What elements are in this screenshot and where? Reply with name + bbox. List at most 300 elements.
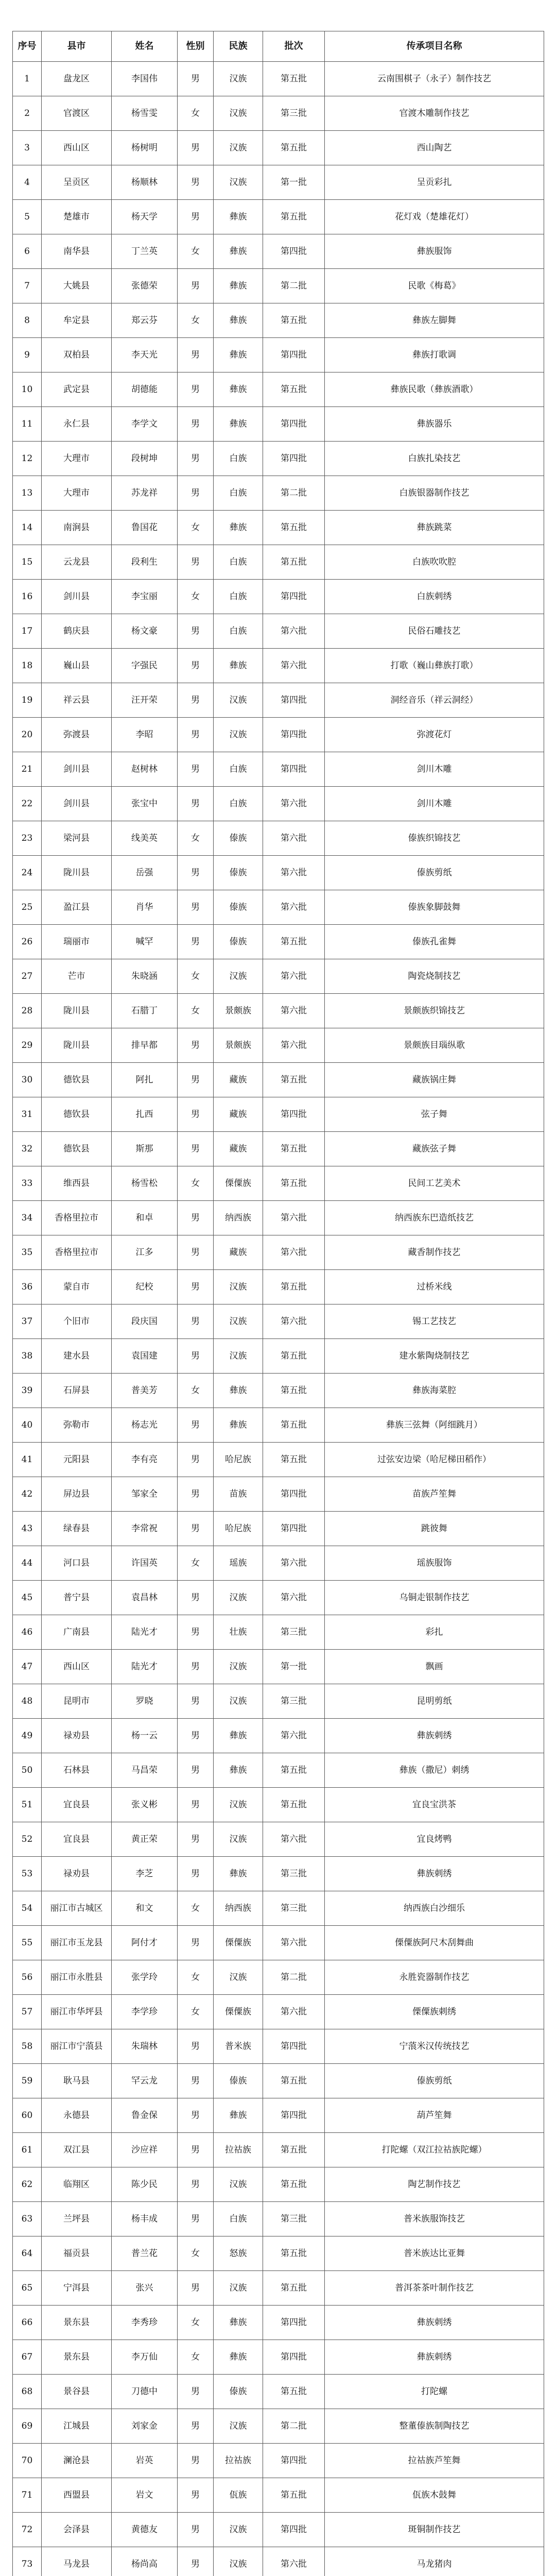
table-row [13, 303, 544, 338]
cell-county: 临翔区 [42, 2167, 112, 2202]
cell-person-name: 和文 [112, 1891, 178, 1926]
cell-row-number: 6 [13, 234, 42, 269]
inheritors-table [12, 31, 544, 2576]
table-row [13, 1615, 544, 1650]
cell-ethnicity: 苗族 [214, 1477, 263, 1512]
cell-batch: 第六批 [263, 994, 325, 1028]
cell-batch: 第五批 [263, 303, 325, 338]
cell-county: 景东县 [42, 2306, 112, 2340]
cell-row-number: 35 [13, 1235, 42, 1270]
cell-row-number: 24 [13, 856, 42, 890]
table-row [13, 1270, 544, 1304]
table-row [13, 2306, 544, 2340]
cell-person-name: 肖华 [112, 890, 178, 925]
cell-batch: 第六批 [263, 1822, 325, 1857]
table-row [13, 2478, 544, 2513]
cell-row-number: 30 [13, 1063, 42, 1097]
table-row [13, 1028, 544, 1063]
cell-county: 西山区 [42, 1650, 112, 1684]
cell-ethnicity: 汉族 [214, 1788, 263, 1822]
cell-ethnicity: 汉族 [214, 96, 263, 131]
cell-batch: 第六批 [263, 1028, 325, 1063]
cell-batch: 第四批 [263, 2098, 325, 2133]
cell-county: 香格里拉市 [42, 1201, 112, 1235]
cell-county: 剑川县 [42, 580, 112, 614]
cell-batch: 第二批 [263, 476, 325, 511]
table-row [13, 1201, 544, 1235]
cell-batch: 第四批 [263, 580, 325, 614]
table-row [13, 614, 544, 649]
cell-gender: 男 [178, 1443, 214, 1477]
cell-person-name: 马昌荣 [112, 1753, 178, 1788]
cell-person-name: 李学珍 [112, 1995, 178, 2029]
cell-batch: 第五批 [263, 2167, 325, 2202]
cell-person-name: 李学文 [112, 407, 178, 442]
table-row [13, 1132, 544, 1166]
cell-batch: 第五批 [263, 545, 325, 580]
cell-county: 丽江市永胜县 [42, 1960, 112, 1995]
cell-person-name: 黄正荣 [112, 1822, 178, 1857]
cell-project-name: 民歌《梅葛》 [325, 269, 544, 303]
cell-project-name: 傣族剪纸 [325, 2064, 544, 2098]
cell-person-name: 张兴 [112, 2271, 178, 2306]
cell-county: 丽江市玉龙县 [42, 1926, 112, 1960]
cell-ethnicity: 汉族 [214, 683, 263, 718]
table-row [13, 1063, 544, 1097]
cell-project-name: 洞经音乐（祥云洞经） [325, 683, 544, 718]
table-row [13, 131, 544, 165]
table-row [13, 1926, 544, 1960]
cell-project-name: 彝族跳菜 [325, 511, 544, 545]
cell-ethnicity: 景颇族 [214, 994, 263, 1028]
cell-person-name: 胡德能 [112, 372, 178, 407]
table-row [13, 1546, 544, 1581]
cell-row-number: 64 [13, 2236, 42, 2271]
cell-batch: 第五批 [263, 1374, 325, 1408]
cell-ethnicity: 白族 [214, 752, 263, 787]
cell-ethnicity: 彝族 [214, 1753, 263, 1788]
cell-person-name: 普兰花 [112, 2236, 178, 2271]
cell-county: 景东县 [42, 2340, 112, 2375]
cell-project-name: 过弦安边梁（哈尼梯田稻作） [325, 1443, 544, 1477]
cell-ethnicity: 彝族 [214, 1857, 263, 1891]
cell-ethnicity: 傣族 [214, 2375, 263, 2409]
cell-county: 大理市 [42, 476, 112, 511]
cell-row-number: 49 [13, 1719, 42, 1753]
cell-county: 牟定县 [42, 303, 112, 338]
cell-project-name: 民俗石雕技艺 [325, 614, 544, 649]
cell-batch: 第六批 [263, 1304, 325, 1339]
cell-person-name: 纪校 [112, 1270, 178, 1304]
cell-batch: 第三批 [263, 1615, 325, 1650]
cell-batch: 第五批 [263, 2271, 325, 2306]
cell-ethnicity: 彝族 [214, 511, 263, 545]
cell-project-name: 普米族达比亚舞 [325, 2236, 544, 2271]
cell-row-number: 72 [13, 2513, 42, 2547]
cell-row-number: 39 [13, 1374, 42, 1408]
cell-ethnicity: 汉族 [214, 1270, 263, 1304]
cell-row-number: 8 [13, 303, 42, 338]
cell-ethnicity: 白族 [214, 545, 263, 580]
cell-county: 蒙自市 [42, 1270, 112, 1304]
table-row [13, 821, 544, 856]
cell-gender: 男 [178, 2202, 214, 2236]
cell-batch: 第四批 [263, 2444, 325, 2478]
cell-gender: 男 [178, 925, 214, 959]
cell-person-name: 鲁国花 [112, 511, 178, 545]
cell-row-number: 10 [13, 372, 42, 407]
cell-county: 大理市 [42, 442, 112, 476]
cell-gender: 女 [178, 1546, 214, 1581]
cell-row-number: 27 [13, 959, 42, 994]
cell-batch: 第五批 [263, 1753, 325, 1788]
cell-person-name: 李芝 [112, 1857, 178, 1891]
cell-batch: 第五批 [263, 1063, 325, 1097]
table-row [13, 1304, 544, 1339]
cell-county: 德钦县 [42, 1097, 112, 1132]
cell-batch: 第五批 [263, 1408, 325, 1443]
cell-person-name: 刘家金 [112, 2409, 178, 2444]
cell-county: 陇川县 [42, 1028, 112, 1063]
cell-person-name: 李昭 [112, 718, 178, 752]
cell-ethnicity: 景颇族 [214, 1028, 263, 1063]
cell-person-name: 袁昌林 [112, 1581, 178, 1615]
cell-ethnicity: 傣族 [214, 890, 263, 925]
cell-county: 楚雄市 [42, 200, 112, 234]
cell-project-name: 跳彼舞 [325, 1512, 544, 1546]
cell-row-number: 26 [13, 925, 42, 959]
cell-project-name: 锡工艺技艺 [325, 1304, 544, 1339]
cell-ethnicity: 汉族 [214, 131, 263, 165]
cell-person-name: 罕云龙 [112, 2064, 178, 2098]
cell-batch: 第三批 [263, 2202, 325, 2236]
cell-batch: 第四批 [263, 2306, 325, 2340]
cell-person-name: 段利生 [112, 545, 178, 580]
cell-ethnicity: 佤族 [214, 2478, 263, 2513]
cell-ethnicity: 汉族 [214, 2271, 263, 2306]
cell-project-name: 白族吹吹腔 [325, 545, 544, 580]
cell-batch: 第四批 [263, 1512, 325, 1546]
cell-gender: 女 [178, 511, 214, 545]
table-row [13, 1477, 544, 1512]
cell-county: 剑川县 [42, 787, 112, 821]
cell-gender: 男 [178, 2513, 214, 2547]
cell-project-name: 弦子舞 [325, 1097, 544, 1132]
table-row [13, 580, 544, 614]
cell-batch: 第五批 [263, 1443, 325, 1477]
cell-person-name: 岳强 [112, 856, 178, 890]
table-row [13, 718, 544, 752]
table-row [13, 165, 544, 200]
cell-project-name: 整董傣族制陶技艺 [325, 2409, 544, 2444]
cell-row-number: 29 [13, 1028, 42, 1063]
cell-row-number: 33 [13, 1166, 42, 1201]
cell-gender: 女 [178, 1891, 214, 1926]
cell-row-number: 3 [13, 131, 42, 165]
cell-batch: 第六批 [263, 614, 325, 649]
cell-gender: 男 [178, 372, 214, 407]
table-row [13, 994, 544, 1028]
cell-gender: 男 [178, 1201, 214, 1235]
cell-project-name: 斑铜制作技艺 [325, 2513, 544, 2547]
cell-person-name: 杨丰成 [112, 2202, 178, 2236]
cell-ethnicity: 汉族 [214, 959, 263, 994]
table-row [13, 1339, 544, 1374]
cell-batch: 第五批 [263, 511, 325, 545]
cell-project-name: 西山陶艺 [325, 131, 544, 165]
cell-person-name: 段树坤 [112, 442, 178, 476]
cell-row-number: 57 [13, 1995, 42, 2029]
cell-gender: 男 [178, 890, 214, 925]
cell-person-name: 张义彬 [112, 1788, 178, 1822]
cell-gender: 女 [178, 1960, 214, 1995]
cell-gender: 男 [178, 269, 214, 303]
cell-project-name: 普米族服饰技艺 [325, 2202, 544, 2236]
cell-county: 元阳县 [42, 1443, 112, 1477]
cell-batch: 第二批 [263, 2409, 325, 2444]
cell-batch: 第四批 [263, 338, 325, 372]
cell-project-name: 景颇族织锦技艺 [325, 994, 544, 1028]
header-cell-name: 姓名 [112, 31, 178, 62]
cell-county: 德钦县 [42, 1132, 112, 1166]
cell-project-name: 彝族民歌（彝族酒歌） [325, 372, 544, 407]
cell-gender: 男 [178, 200, 214, 234]
cell-batch: 第六批 [263, 1926, 325, 1960]
cell-county: 祥云县 [42, 683, 112, 718]
cell-batch: 第五批 [263, 1132, 325, 1166]
cell-row-number: 53 [13, 1857, 42, 1891]
cell-ethnicity: 彝族 [214, 2306, 263, 2340]
cell-row-number: 23 [13, 821, 42, 856]
cell-ethnicity: 傣族 [214, 925, 263, 959]
cell-project-name: 陶艺制作技艺 [325, 2167, 544, 2202]
cell-row-number: 1 [13, 62, 42, 96]
cell-gender: 女 [178, 2306, 214, 2340]
cell-project-name: 傣族剪纸 [325, 856, 544, 890]
cell-person-name: 郑云芬 [112, 303, 178, 338]
cell-county: 永德县 [42, 2098, 112, 2133]
cell-person-name: 阿付才 [112, 1926, 178, 1960]
table-row [13, 1443, 544, 1477]
table-row [13, 407, 544, 442]
cell-county: 宜良县 [42, 1822, 112, 1857]
cell-county: 盘龙区 [42, 62, 112, 96]
cell-person-name: 许国英 [112, 1546, 178, 1581]
cell-row-number: 54 [13, 1891, 42, 1926]
cell-county: 南涧县 [42, 511, 112, 545]
table-row [13, 1995, 544, 2029]
cell-county: 梁河县 [42, 821, 112, 856]
cell-gender: 女 [178, 959, 214, 994]
cell-project-name: 白族刺绣 [325, 580, 544, 614]
cell-ethnicity: 傈僳族 [214, 1166, 263, 1201]
cell-gender: 男 [178, 476, 214, 511]
cell-project-name: 彝族服饰 [325, 234, 544, 269]
cell-project-name: 景颇族目瑙纵歌 [325, 1028, 544, 1063]
cell-batch: 第六批 [263, 2547, 325, 2576]
cell-ethnicity: 汉族 [214, 2513, 263, 2547]
cell-row-number: 22 [13, 787, 42, 821]
cell-county: 双柏县 [42, 338, 112, 372]
cell-batch: 第三批 [263, 96, 325, 131]
cell-row-number: 11 [13, 407, 42, 442]
cell-ethnicity: 彝族 [214, 1374, 263, 1408]
table-row [13, 2133, 544, 2167]
table-row [13, 1650, 544, 1684]
cell-county: 江城县 [42, 2409, 112, 2444]
cell-gender: 男 [178, 1719, 214, 1753]
cell-gender: 男 [178, 1063, 214, 1097]
cell-gender: 男 [178, 1512, 214, 1546]
table-row [13, 511, 544, 545]
cell-gender: 男 [178, 131, 214, 165]
cell-ethnicity: 汉族 [214, 1650, 263, 1684]
cell-batch: 第四批 [263, 234, 325, 269]
cell-row-number: 60 [13, 2098, 42, 2133]
cell-person-name: 杨志光 [112, 1408, 178, 1443]
cell-ethnicity: 彝族 [214, 2340, 263, 2375]
cell-project-name: 苗族芦笙舞 [325, 1477, 544, 1512]
table-row [13, 200, 544, 234]
table-row [13, 2029, 544, 2064]
cell-county: 宜良县 [42, 1788, 112, 1822]
cell-gender: 男 [178, 62, 214, 96]
cell-row-number: 55 [13, 1926, 42, 1960]
cell-person-name: 张学玲 [112, 1960, 178, 1995]
cell-row-number: 41 [13, 1443, 42, 1477]
cell-ethnicity: 拉祜族 [214, 2133, 263, 2167]
cell-county: 西盟县 [42, 2478, 112, 2513]
table-row [13, 856, 544, 890]
cell-batch: 第五批 [263, 2236, 325, 2271]
cell-batch: 第五批 [263, 2375, 325, 2409]
header-cell-gender: 性别 [178, 31, 214, 62]
cell-county: 丽江市宁蒗县 [42, 2029, 112, 2064]
cell-person-name: 杨树明 [112, 131, 178, 165]
cell-project-name: 永胜瓷器制作技艺 [325, 1960, 544, 1995]
cell-project-name: 彝族刺绣 [325, 2340, 544, 2375]
cell-person-name: 杨天学 [112, 200, 178, 234]
cell-person-name: 岩英 [112, 2444, 178, 2478]
table-row [13, 545, 544, 580]
cell-person-name: 苏龙祥 [112, 476, 178, 511]
cell-project-name: 彝族（撒尼）刺绣 [325, 1753, 544, 1788]
cell-gender: 女 [178, 2236, 214, 2271]
cell-county: 丽江市华坪县 [42, 1995, 112, 2029]
table-row [13, 372, 544, 407]
cell-project-name: 瑶族服饰 [325, 1546, 544, 1581]
cell-ethnicity: 壮族 [214, 1615, 263, 1650]
cell-county: 宁洱县 [42, 2271, 112, 2306]
cell-person-name: 岩文 [112, 2478, 178, 2513]
cell-ethnicity: 藏族 [214, 1063, 263, 1097]
cell-person-name: 朱晓涵 [112, 959, 178, 994]
cell-batch: 第六批 [263, 959, 325, 994]
table-row [13, 1788, 544, 1822]
cell-county: 丽江市古城区 [42, 1891, 112, 1926]
cell-gender: 男 [178, 2064, 214, 2098]
cell-ethnicity: 傣族 [214, 2064, 263, 2098]
cell-ethnicity: 白族 [214, 442, 263, 476]
table-row [13, 1512, 544, 1546]
cell-gender: 男 [178, 1581, 214, 1615]
table-row [13, 1684, 544, 1719]
cell-gender: 男 [178, 1304, 214, 1339]
cell-ethnicity: 汉族 [214, 2167, 263, 2202]
cell-gender: 女 [178, 1374, 214, 1408]
cell-row-number: 46 [13, 1615, 42, 1650]
cell-project-name: 弥渡花灯 [325, 718, 544, 752]
cell-project-name: 白族银器制作技艺 [325, 476, 544, 511]
cell-person-name: 杨尚高 [112, 2547, 178, 2576]
cell-row-number: 65 [13, 2271, 42, 2306]
cell-ethnicity: 怒族 [214, 2236, 263, 2271]
cell-ethnicity: 彝族 [214, 407, 263, 442]
cell-person-name: 杨顺林 [112, 165, 178, 200]
table-row [13, 925, 544, 959]
cell-county: 澜沧县 [42, 2444, 112, 2478]
table-row [13, 2064, 544, 2098]
cell-gender: 女 [178, 234, 214, 269]
cell-project-name: 彝族器乐 [325, 407, 544, 442]
cell-person-name: 杨雪雯 [112, 96, 178, 131]
cell-gender: 男 [178, 614, 214, 649]
cell-county: 巍山县 [42, 649, 112, 683]
cell-person-name: 刀德中 [112, 2375, 178, 2409]
cell-gender: 女 [178, 1166, 214, 1201]
cell-county: 耿马县 [42, 2064, 112, 2098]
header-cell-ethnicity: 民族 [214, 31, 263, 62]
table-row [13, 269, 544, 303]
table-row [13, 752, 544, 787]
cell-project-name: 花灯戏（楚雄花灯） [325, 200, 544, 234]
table-row [13, 2547, 544, 2576]
cell-gender: 男 [178, 2547, 214, 2576]
cell-ethnicity: 彝族 [214, 303, 263, 338]
cell-person-name: 邹家全 [112, 1477, 178, 1512]
cell-person-name: 李国伟 [112, 62, 178, 96]
table-row [13, 1960, 544, 1995]
cell-row-number: 5 [13, 200, 42, 234]
cell-gender: 男 [178, 2409, 214, 2444]
table-row [13, 1753, 544, 1788]
cell-batch: 第四批 [263, 1097, 325, 1132]
cell-batch: 第六批 [263, 1581, 325, 1615]
cell-project-name: 彩扎 [325, 1615, 544, 1650]
cell-county: 维西县 [42, 1166, 112, 1201]
cell-batch: 第四批 [263, 2513, 325, 2547]
cell-project-name: 打陀螺 [325, 2375, 544, 2409]
cell-project-name: 傈僳族刺绣 [325, 1995, 544, 2029]
cell-batch: 第三批 [263, 1684, 325, 1719]
cell-project-name: 彝族海菜腔 [325, 1374, 544, 1408]
cell-row-number: 73 [13, 2547, 42, 2576]
cell-batch: 第一批 [263, 165, 325, 200]
cell-person-name: 张德荣 [112, 269, 178, 303]
cell-gender: 男 [178, 407, 214, 442]
cell-gender: 女 [178, 580, 214, 614]
cell-county: 弥渡县 [42, 718, 112, 752]
cell-ethnicity: 傣族 [214, 856, 263, 890]
cell-gender: 男 [178, 2029, 214, 2064]
cell-county: 广南县 [42, 1615, 112, 1650]
cell-ethnicity: 拉祜族 [214, 2444, 263, 2478]
cell-row-number: 56 [13, 1960, 42, 1995]
cell-row-number: 47 [13, 1650, 42, 1684]
cell-person-name: 排早都 [112, 1028, 178, 1063]
cell-project-name: 宜良烤鸭 [325, 1822, 544, 1857]
cell-row-number: 32 [13, 1132, 42, 1166]
